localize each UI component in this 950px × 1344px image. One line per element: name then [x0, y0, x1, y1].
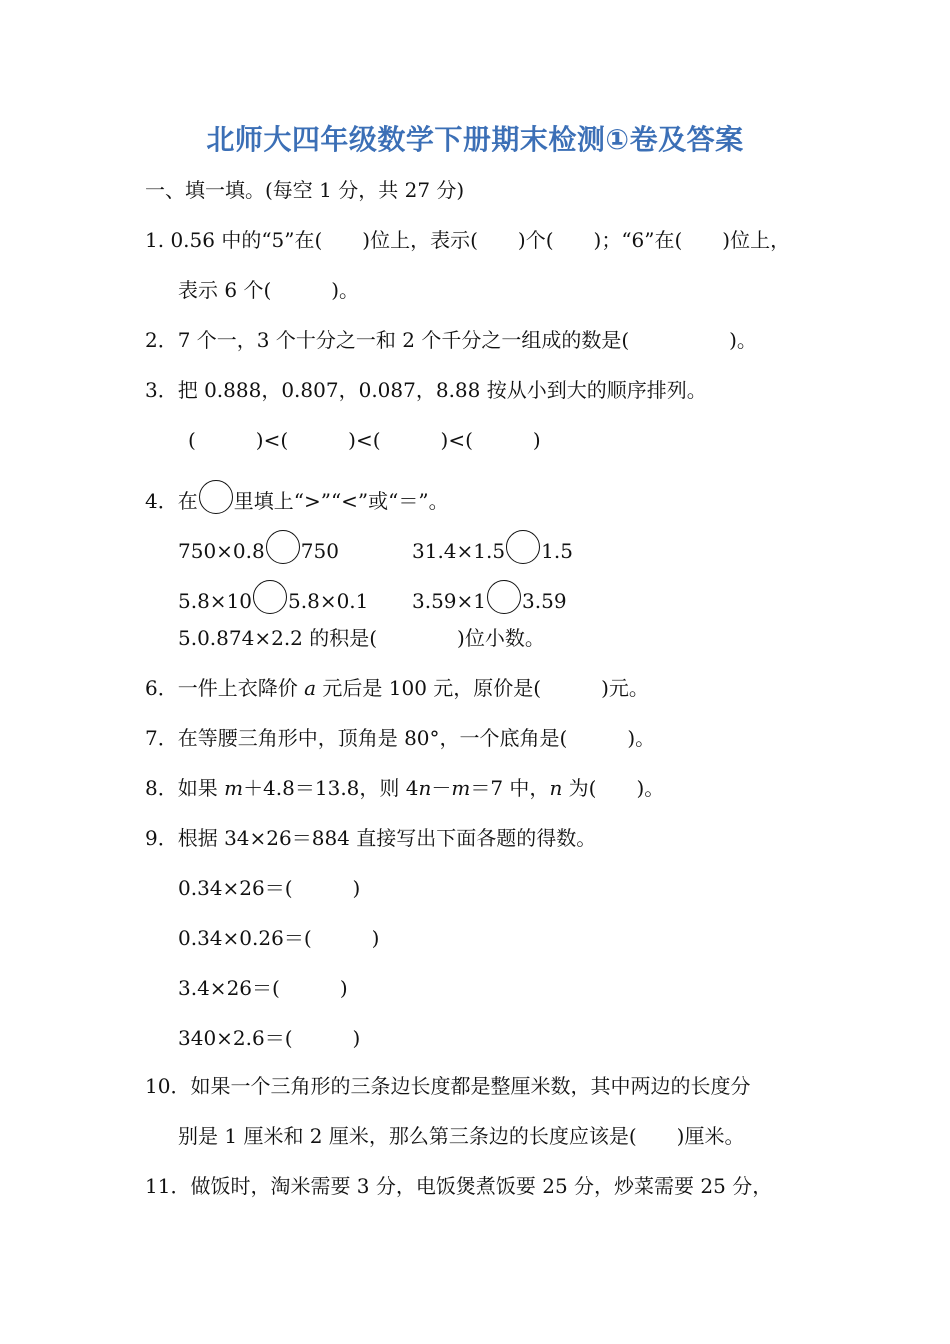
q6-text: 6．一件上衣降价 [145, 676, 305, 700]
question-3-answer-blanks: ( )<( )<( )<( ) [188, 428, 541, 452]
compare-right: 5.8×0.1 [288, 589, 369, 613]
q8-text: 8．如果 [145, 776, 225, 800]
question-9-item-2: 0.34×0.26＝( ) [178, 926, 380, 950]
q8-text: ＋4.8＝13.8，则 4 [243, 776, 419, 800]
compare-right: 750 [300, 539, 339, 563]
question-9-item-1: 0.34×26＝( ) [178, 876, 361, 900]
q8-text: ＝7 中， [470, 776, 550, 800]
compare-left: 5.8×10 [178, 589, 253, 613]
compare-circle-icon[interactable] [266, 530, 300, 564]
question-4-suffix: 里填上“>”“<”或“＝”。 [233, 489, 449, 513]
question-9-item-4: 340×2.6＝( ) [178, 1026, 361, 1050]
compare-circle-icon[interactable] [487, 580, 521, 614]
compare-item-3 [178, 580, 368, 615]
compare-right: 3.59 [522, 589, 567, 613]
question-11: 11．做饭时，淘米需要 3 分，电饭煲煮饭要 25 分，炒菜需要 25 分， [145, 1174, 773, 1198]
question-4-prefix: 4．在 [145, 489, 198, 513]
compare-circle-icon[interactable] [506, 530, 540, 564]
compare-left: 3.59×1 [412, 589, 487, 613]
q6-text: 元后是 100 元，原价是( )元。 [316, 676, 649, 700]
compare-item-1 [178, 530, 339, 565]
compare-item-2 [412, 530, 573, 565]
page-title: 北师大四年级数学下册期末检测①卷及答案 [206, 123, 744, 156]
compare-left: 31.4×1.5 [412, 539, 506, 563]
question-1-line-2: 表示 6 个( )。 [178, 278, 360, 302]
q8-text: 为( )。 [562, 776, 665, 800]
question-2: 2．7 个一，3 个十分之一和 2 个千分之一组成的数是( )。 [145, 328, 757, 352]
variable-m: m [451, 776, 471, 800]
question-6 [145, 674, 649, 702]
variable-m: m [224, 776, 244, 800]
question-5: 5.0.874×2.2 的积是( )位小数。 [178, 626, 545, 650]
q8-text: － [431, 776, 452, 800]
question-1-line-1: 1. 0.56 中的“5”在( )位上，表示( )个( )；“6”在( )位上， [145, 228, 791, 252]
compare-circle-icon[interactable] [253, 580, 287, 614]
compare-left: 750×0.8 [178, 539, 265, 563]
question-9: 9．根据 34×26＝884 直接写出下面各题的得数。 [145, 826, 597, 850]
question-9-item-3: 3.4×26＝( ) [178, 976, 348, 1000]
circle-icon [199, 480, 233, 514]
variable-a: a [304, 676, 317, 700]
question-10-line-2: 别是 1 厘米和 2 厘米，那么第三条边的长度应该是( )厘米。 [178, 1124, 745, 1148]
question-7: 7．在等腰三角形中，顶角是 80°，一个底角是( )。 [145, 726, 656, 750]
variable-n: n [549, 776, 563, 800]
question-10-line-1: 10．如果一个三角形的三条边长度都是整厘米数，其中两边的长度分 [145, 1074, 751, 1098]
question-4 [145, 480, 449, 515]
question-3-line-1: 3．把 0.888，0.807，0.087，8.88 按从小到大的顺序排列。 [145, 378, 707, 402]
question-8 [145, 774, 664, 802]
compare-right: 1.5 [541, 539, 573, 563]
section-heading: 一、填一填。(每空 1 分，共 27 分) [145, 178, 465, 202]
variable-n: n [418, 776, 432, 800]
compare-item-4 [412, 580, 567, 615]
